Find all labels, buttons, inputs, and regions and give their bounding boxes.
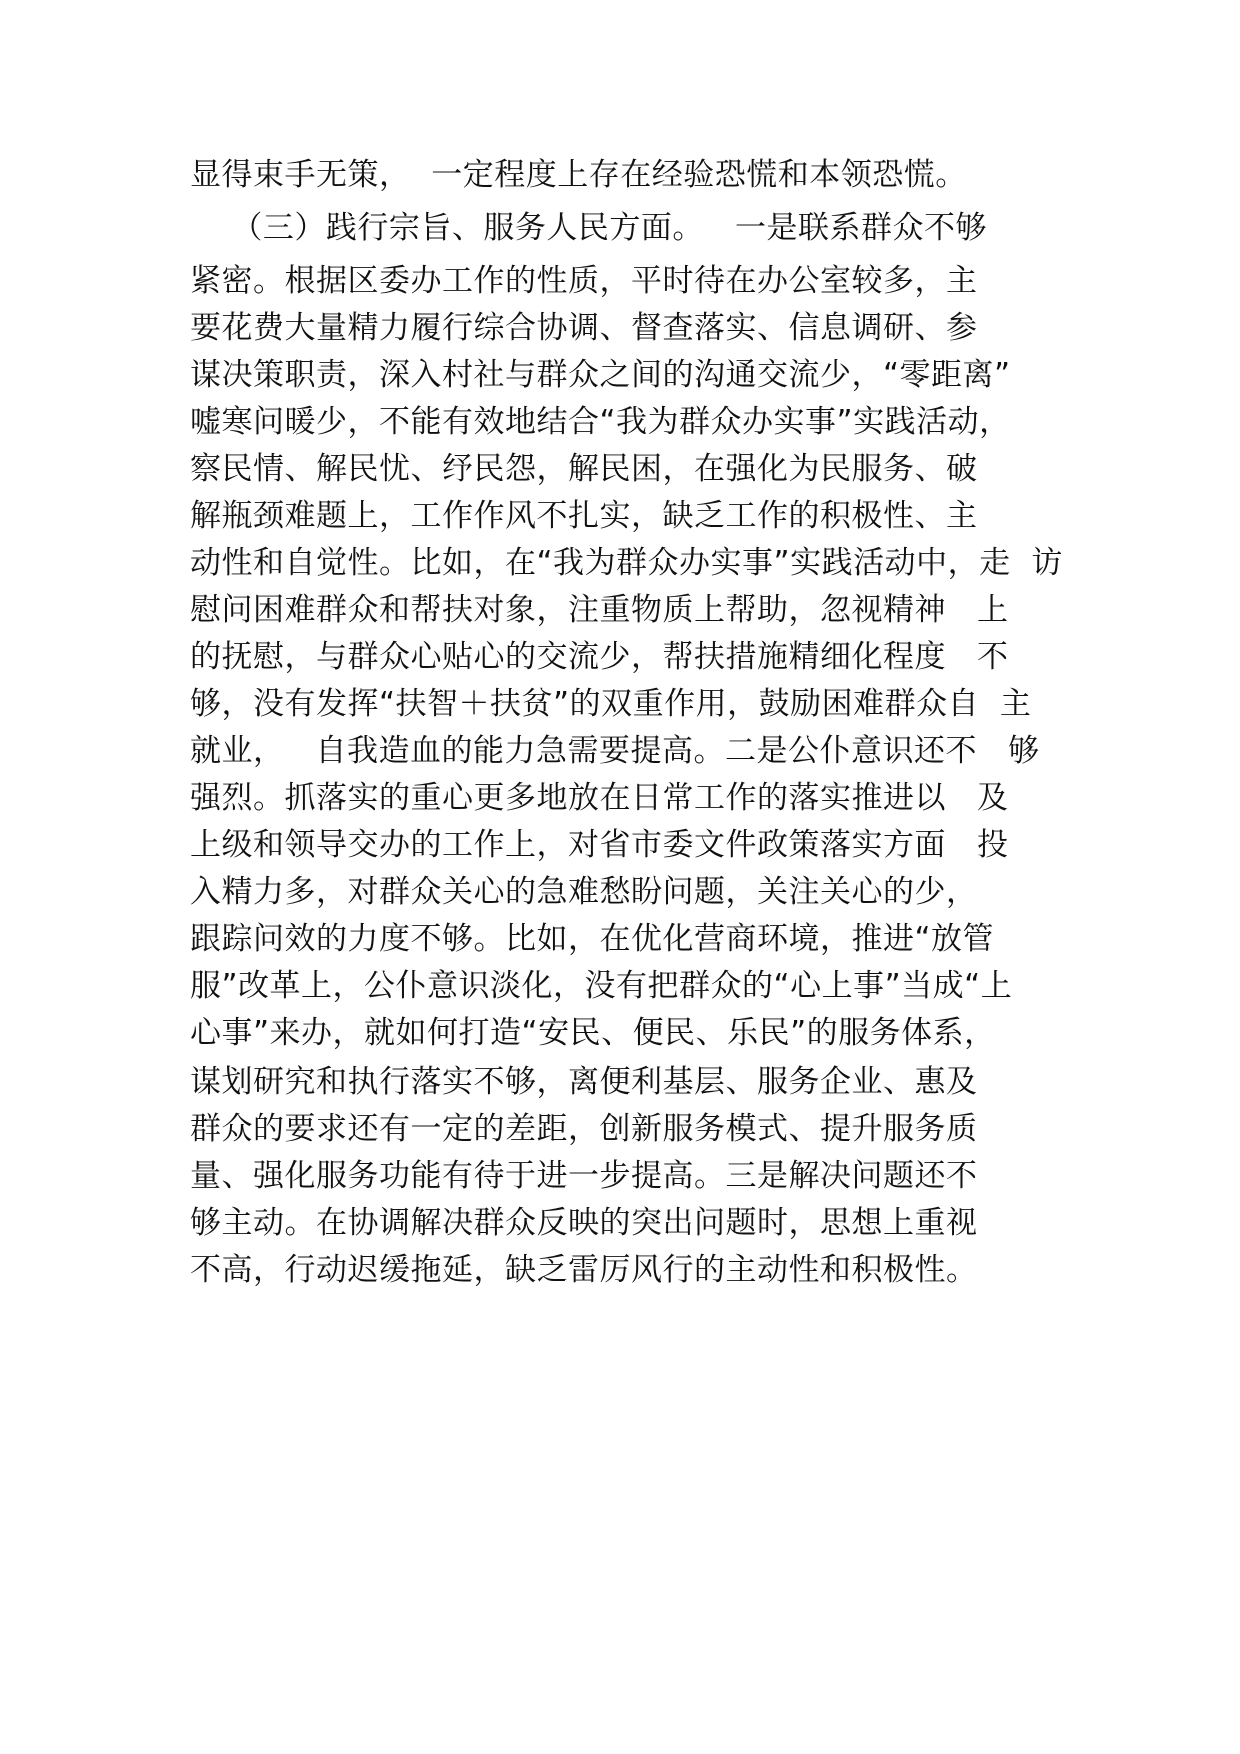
text-line-9: 动性和自觉性。比如，在“我为群众办实事”实践活动中，走 访 [190, 545, 1063, 581]
text-line-2: （三）践行宗旨、服务人民方面。 一是联系群众不够 [190, 210, 987, 246]
text-line-11: 的抚慰，与群众心贴心的交流少，帮扶措施精细化程度 不 [190, 639, 1009, 675]
text-line-18: 服”改革上，公仆意识淡化，没有把群众的“心上事”当成“上 [190, 968, 1013, 1004]
text-line-20: 谋划研究和执行落实不够，离便利基层、服务企业、惠及 [190, 1064, 978, 1100]
text-line-12: 够，没有发挥“扶智＋扶贫”的双重作用，鼓励困难群众自 主 [190, 686, 1032, 722]
text-line-8: 解瓶颈难题上，工作作风不扎实，缺乏工作的积极性、主 [190, 498, 978, 534]
text-line-6: 嘘寒问暖少，不能有效地结合“我为群众办实事”实践活动， [190, 404, 1011, 440]
text-line-15: 上级和领导交办的工作上，对省市委文件政策落实方面 投 [190, 827, 1009, 863]
text-line-4: 要花费大量精力履行综合协调、督查落实、信息调研、参 [190, 310, 978, 346]
text-line-7: 察民情、解民忧、纾民怨，解民困，在强化为民服务、破 [190, 451, 978, 487]
text-line-5: 谋决策职责，深入村社与群众之间的沟通交流少，“零距离” [190, 357, 1011, 393]
text-line-14: 强烈。抓落实的重心更多地放在日常工作的落实推进以 及 [190, 780, 1009, 816]
text-line-16: 入精力多，对群众关心的急难愁盼问题，关注关心的少， [190, 874, 978, 910]
text-line-3: 紧密。根据区委办工作的性质，平时待在办公室较多，主 [190, 263, 978, 299]
text-line-23: 够主动。在协调解决群众反映的突出问题时，思想上重视 [190, 1205, 978, 1241]
text-line-24: 不高，行动迟缓拖延，缺乏雷厉风行的主动性和积极性。 [190, 1252, 978, 1288]
text-line-10: 慰问困难群众和帮扶对象，注重物质上帮助，忽视精神 上 [190, 592, 1009, 628]
text-line-17: 跟踪问效的力度不够。比如，在优化营商环境，推进“放管 [190, 921, 995, 957]
text-line-13: 就业， 自我造血的能力急需要提高。二是公仆意识还不 够 [190, 733, 1040, 769]
text-line-22: 量、强化服务功能有待于进一步提高。三是解决问题还不 [190, 1158, 978, 1194]
text-line-1: 显得束手无策， 一定程度上存在经验恐慌和本领恐慌。 [190, 157, 967, 193]
text-line-19: 心事”来办，就如何打造“安民、便民、乐民”的服务体系， [190, 1015, 996, 1051]
text-line-21: 群众的要求还有一定的差距，创新服务模式、提升服务质 [190, 1111, 978, 1147]
